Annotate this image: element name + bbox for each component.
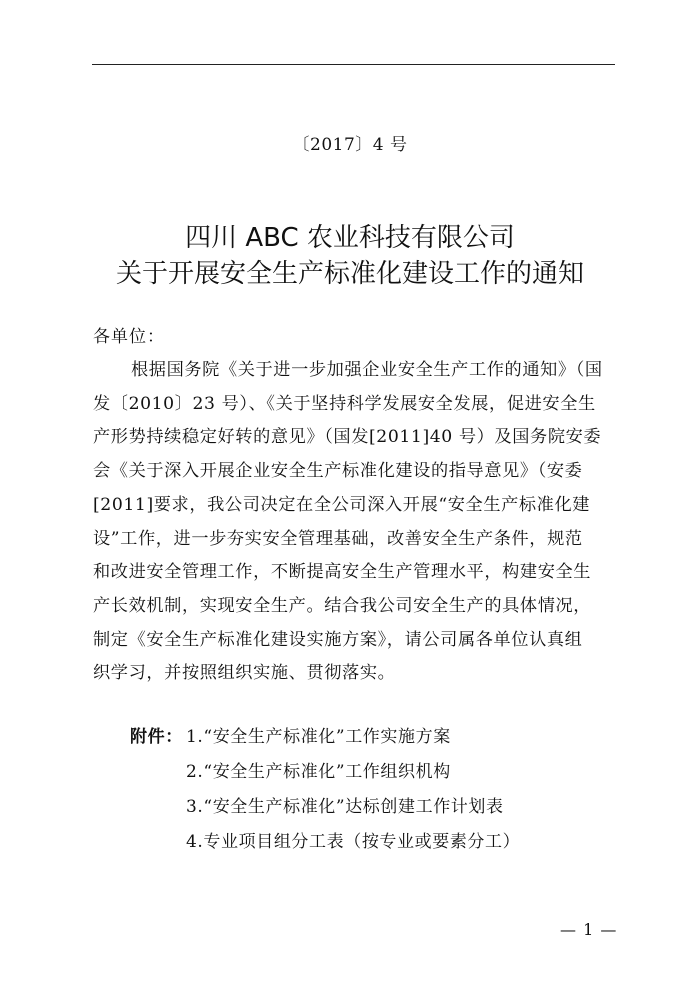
body-line: 发〔2010〕23 号）、《关于坚持科学发展安全发展，促进安全生 [93,393,596,414]
body-line: 设”工作，进一步夯实安全管理基础，改善安全生产条件，规范 [93,528,583,549]
attachment-item: 2.“安全生产标准化”工作组织机构 [186,762,451,782]
attachment-item: 4.专业项目组分工表（按专业或要素分工） [186,832,521,852]
document-title [0,220,700,292]
body-paragraph [93,354,613,691]
header-rule [92,64,615,65]
attachment-item: 3.“安全生产标准化”达标创建工作计划表 [186,797,504,817]
page-number: — 1 — [560,920,618,939]
body-line: [2011]要求，我公司决定在全公司深入开展“安全生产标准化建 [93,494,591,515]
body-line: 根据国务院《关于进一步加强企业安全生产工作的通知》（国 [131,360,603,380]
body-line: 织学习，并按照组织实施、贯彻落实。 [93,663,396,684]
body-line: 产长效机制，实现安全生产。结合我公司安全生产的具体情况， [93,595,592,616]
body-line: 和改进安全管理工作，不断提高安全生产管理水平，构建安全生 [93,562,592,583]
attachments-label: 附件： [130,727,183,747]
body-line: 会《关于深入开展企业安全生产标准化建设的指导意见》（安委 [93,461,583,482]
title-line-company: 四川 ABC 农业科技有限公司 [185,223,515,253]
attachment-item: 1.“安全生产标准化”工作实施方案 [186,727,451,747]
document-number: 〔2017〕4 号 [292,135,408,155]
title-line-subject: 关于开展安全生产标准化建设工作的通知 [115,259,584,289]
salutation: 各单位： [93,327,165,347]
attachments-list [130,720,520,860]
body-line: 产形势持续稳定好转的意见》（国发[2011]40 号）及国务院安委 [93,427,602,448]
body-line: 制定《安全生产标准化建设实施方案》，请公司属各单位认真组 [93,629,583,650]
